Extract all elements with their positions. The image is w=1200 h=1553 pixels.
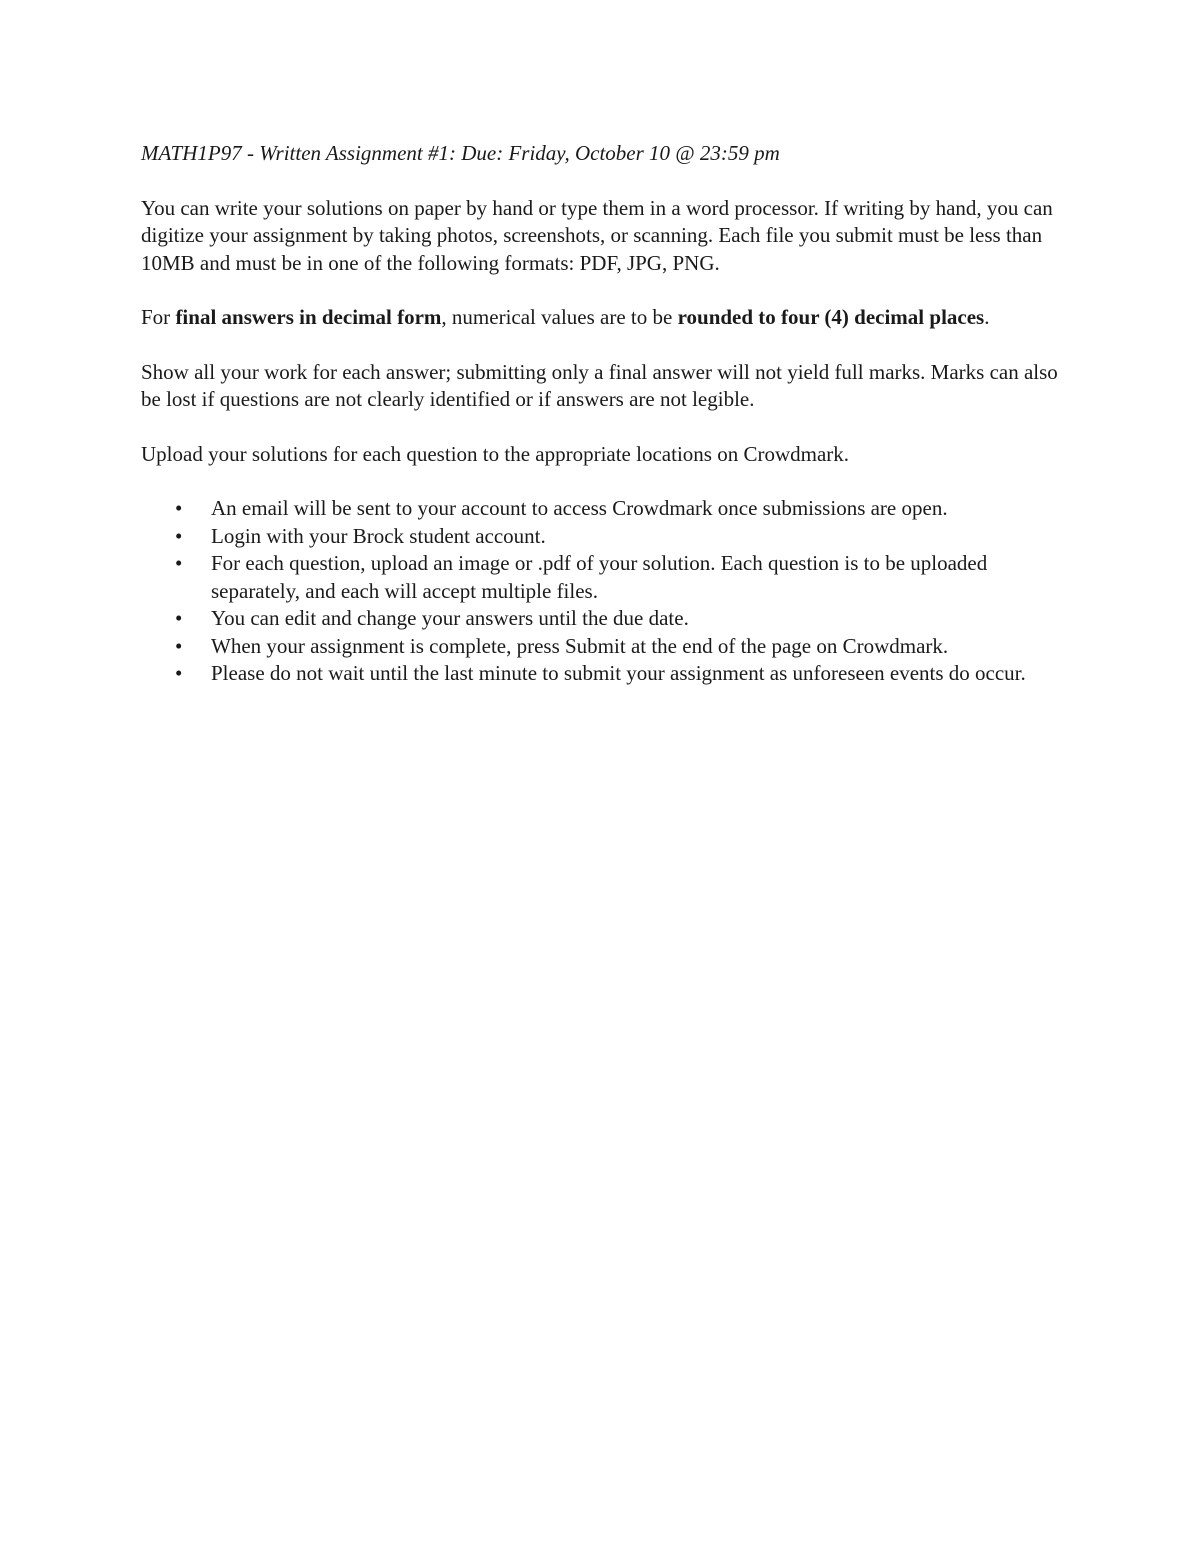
document-page	[141, 140, 1061, 688]
rounding-text-1: For	[141, 305, 176, 329]
list-item	[141, 495, 1061, 523]
list-item-text: When your assignment is complete, press Submit at the end of the page on Crowdmark.	[211, 633, 949, 658]
list-item	[141, 523, 1061, 551]
list-item	[141, 633, 1061, 661]
bullet-icon: •	[175, 551, 183, 575]
rounding-text-2: , numerical values are to be	[441, 305, 678, 329]
rounding-instructions-paragraph	[141, 304, 1061, 332]
list-item	[141, 550, 1061, 605]
rounding-bold-2: rounded to four (4) decimal places	[677, 305, 985, 329]
bullet-icon: •	[175, 633, 183, 658]
upload-paragraph: Upload your solutions for each question to the appropriate locations on Crowdmark.	[141, 441, 850, 466]
list-item-text: Login with your Brock student account.	[211, 523, 546, 548]
bullet-icon: •	[175, 606, 183, 630]
bullet-icon: •	[175, 523, 183, 548]
list-item-text: For each question, upload an image or .pdf of your solution. Each question is to be uploaded separately, and each will accept multiple files.	[211, 551, 988, 603]
list-item-text: Please do not wait until the last minute to submit your assignment as unforeseen events do occur.	[211, 661, 1026, 685]
instructions-list	[141, 495, 1061, 688]
list-item-text: An email will be sent to your account to access Crowdmark once submissions are open.	[211, 496, 948, 520]
list-item	[141, 660, 1061, 688]
show-work-paragraph: Show all your work for each answer; submitting only a final answer will not yield full marks. Marks can also be lost if questions are not clearly identified or if answers are not legible.	[141, 359, 1058, 411]
submission-instructions-paragraph: You can write your solutions on paper by hand or type them in a word processor. If writing by hand, you can digitize your assignment by taking photos, screenshots, or scanning. Each file you submit must be less than 10MB and must be in one of the following formats: PDF, JPG, PNG.	[141, 195, 1053, 275]
assignment-title: MATH1P97 - Written Assignment #1: Due: Friday, October 10 @ 23:59 pm	[141, 141, 780, 165]
bullet-icon: •	[175, 661, 183, 685]
rounding-text-3: .	[984, 305, 990, 329]
rounding-bold-1: final answers in decimal form	[175, 305, 442, 329]
bullet-icon: •	[175, 496, 183, 520]
list-item	[141, 605, 1061, 633]
list-item-text: You can edit and change your answers until the due date.	[211, 606, 689, 630]
